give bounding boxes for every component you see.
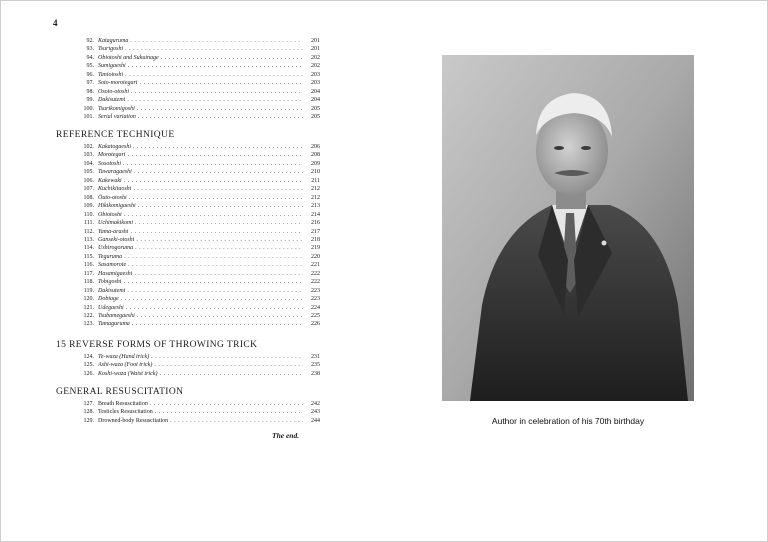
toc-entry-number: 121. (83, 304, 94, 311)
toc-entry-page: 210 (303, 168, 320, 176)
toc-entry (78, 37, 320, 45)
toc-entry-number: 116. (83, 262, 94, 269)
toc-entry-page: 243 (303, 408, 320, 416)
toc-entry (78, 113, 320, 121)
toc-entry-number: 96. (86, 71, 94, 78)
toc-entry-title: Kuchikitaoshi . . . (98, 185, 304, 193)
toc-entry-number: 117. (83, 270, 94, 277)
toc-entry-number: 104. (83, 160, 94, 167)
toc-entry-page: 231 (303, 353, 320, 361)
toc-entry-title: Sosotoshi . . . (98, 160, 304, 168)
toc-entry-title: Morotegari . . . (98, 151, 304, 159)
toc-entry (78, 219, 320, 227)
toc-entry-page: 206 (303, 143, 320, 151)
toc-entry (78, 62, 320, 70)
toc-entry-number: 125. (83, 362, 94, 369)
toc-entry-number: 127. (83, 401, 94, 407)
toc-entry-page: 204 (303, 96, 320, 104)
toc-entry-number: 100. (83, 105, 94, 112)
toc-entry-title: Hikikomigaeshi . . . (98, 202, 304, 210)
toc-entry-title: Teguruma . . . (98, 253, 304, 261)
toc-entry-page: 213 (303, 202, 320, 210)
toc-entry-number: 126. (83, 370, 94, 377)
toc-entry (78, 79, 320, 87)
toc-entry-title: Dobiage . . . (98, 295, 304, 303)
toc-entry-page: 242 (303, 400, 320, 408)
toc-entry-page: 220 (303, 253, 320, 261)
toc-entry-title: Tsurigoshi . . . (98, 45, 304, 53)
toc-entry-number: 120. (83, 296, 94, 303)
toc-entry-page: 204 (303, 88, 320, 96)
toc-entry-title: Obiotoshi and Sukuinage . . . (98, 54, 304, 62)
toc-entry (78, 143, 320, 151)
toc-entry-page: 212 (303, 194, 320, 202)
toc-entry (78, 278, 320, 286)
toc-entry-page: 219 (303, 244, 320, 252)
toc-entry (78, 361, 320, 369)
toc-entry-number: 94. (86, 54, 94, 61)
toc-entry-page: 205 (303, 105, 320, 113)
toc-entry (78, 168, 320, 176)
toc-entry-title: Dakisutemi . . . (98, 96, 304, 104)
toc-entry-number: 115. (83, 253, 94, 260)
toc-entry-page: 205 (303, 113, 320, 121)
toc-entry (78, 96, 320, 104)
toc-entry-title: Tsurikomigoshi . . . (98, 105, 304, 113)
toc-entry-title: Kataguruma . . . (98, 37, 304, 45)
toc-entry (78, 400, 320, 408)
toc-entry-page: 214 (303, 211, 320, 219)
toc-entry (78, 105, 320, 113)
toc-entry-title: Uchimakikomi . . . (98, 219, 304, 227)
toc-entry-page: 202 (303, 54, 320, 62)
toc-entry-number: 92. (86, 38, 94, 44)
toc-entry (78, 151, 320, 159)
toc-entry (78, 304, 320, 312)
toc-entry (78, 228, 320, 236)
toc-entry-page: 244 (303, 417, 320, 425)
author-portrait-photo (442, 55, 694, 401)
toc-entry-page: 225 (303, 312, 320, 320)
toc-entry-page: 208 (303, 151, 320, 159)
toc-entry-page: 222 (303, 270, 320, 278)
toc-entry-page: 209 (303, 160, 320, 168)
toc-entry-title: Serial variation . . . (98, 113, 304, 121)
toc-entry (78, 253, 320, 261)
toc-entry-number: 109. (83, 203, 94, 210)
toc-entry-page: 218 (303, 236, 320, 244)
toc-entry-title: Testicles Resuscitation . . . (98, 408, 304, 416)
toc-entry-title: Tsubamegaeshi . . . (98, 312, 304, 320)
toc-entry (78, 261, 320, 269)
toc-entry (78, 194, 320, 202)
toc-entry (78, 370, 320, 378)
toc-entry-title: Udegaeshi . . . (98, 304, 304, 312)
toc-entry-number: 101. (83, 114, 94, 121)
toc-entry-page: 223 (303, 295, 320, 303)
toc-entry-title: Ushirogoruma . . . (98, 244, 304, 252)
toc-entry-title: Tobigoshi . . . (98, 278, 304, 286)
toc-entry-page: 223 (303, 287, 320, 295)
toc-entry-title: Tawaragaeshi . . . (98, 168, 304, 176)
toc-entry-number: 93. (86, 46, 94, 53)
toc-entry-number: 114. (83, 245, 94, 252)
toc-entry-number: 129. (83, 417, 94, 424)
section-heading-reference: REFERENCE TECHNIQUE (56, 130, 175, 140)
toc-entry-number: 98. (86, 88, 94, 95)
toc-entry (78, 177, 320, 185)
toc-entry (78, 185, 320, 193)
toc-entry-title: Breath Resuscitation . . . (98, 400, 304, 408)
toc-entry (78, 211, 320, 219)
toc-entry-number: 95. (86, 63, 94, 70)
toc-entry-number: 124. (83, 354, 94, 360)
toc-entry-page: 235 (303, 361, 320, 369)
toc-entry-page: 203 (303, 71, 320, 79)
toc-entry-page: 224 (303, 304, 320, 312)
toc-entry-number: 106. (83, 177, 94, 184)
toc-entry (78, 160, 320, 168)
toc-entry-number: 111. (83, 220, 94, 227)
toc-entry-page: 211 (303, 177, 320, 185)
toc-entry (78, 71, 320, 79)
toc-entry-title: Kakatogaeshi . . . (98, 143, 304, 151)
toc-entry-page: 238 (303, 370, 320, 378)
toc-entry-title: Dakisutemi . . . (98, 287, 304, 295)
toc-entry (78, 45, 320, 53)
toc-entry-page: 212 (303, 185, 320, 193)
toc-entry (78, 312, 320, 320)
toc-entry-number: 112. (83, 228, 94, 235)
toc-entry (78, 202, 320, 210)
toc-entry (78, 88, 320, 96)
toc-entry (78, 417, 320, 425)
toc-entry-title: Sasamorote . . . (98, 261, 304, 269)
toc-entry (78, 295, 320, 303)
toc-entry (78, 408, 320, 416)
toc-entry-number: 105. (83, 169, 94, 176)
toc-entry (78, 287, 320, 295)
toc-entry-title: Tamaguruma . . . (98, 320, 304, 328)
toc-entry-page: 226 (303, 320, 320, 328)
toc-entry-title: Ganseki-otoshi . . . (98, 236, 304, 244)
toc-entry-page: 217 (303, 228, 320, 236)
toc-entry-number: 113. (83, 236, 94, 243)
toc-entry-title: Te-waza (Hand trick) . . . (98, 353, 304, 361)
toc-entry-number: 97. (86, 80, 94, 87)
photo-caption: Author in celebration of his 70th birthday (491, 416, 645, 426)
toc-entry-page: 216 (303, 219, 320, 227)
end-note: The end. (272, 431, 300, 440)
page-number: 4 (53, 18, 58, 28)
toc-entry-title: Kakewaki . . . (98, 177, 304, 185)
toc-entry-number: 119. (83, 287, 94, 294)
section-heading-reverse-forms: 15 REVERSE FORMS OF THROWING TRICK (56, 340, 258, 350)
toc-entry-number: 123. (83, 321, 94, 328)
toc-entry-title: Drowned-body Resuscitation . . . (98, 417, 304, 425)
toc-entry-number: 128. (83, 409, 94, 416)
toc-entry-title: Soto-morotegari . . . (98, 79, 304, 87)
toc-entry (78, 353, 320, 361)
toc-entry-number: 110. (83, 211, 94, 218)
portrait-illustration (442, 55, 694, 401)
toc-entry-title: Yama-arashi . . . (98, 228, 304, 236)
toc-entry-number: 102. (83, 144, 94, 150)
toc-entry (78, 270, 320, 278)
toc-entry-title: Ashi-waza (Foot trick) . . . (98, 361, 304, 369)
toc-entry (78, 320, 320, 328)
toc-entry-number: 108. (83, 194, 94, 201)
toc-entry-title: Sumigaeshi . . . (98, 62, 304, 70)
section-heading-resuscitation: GENERAL RESUSCITATION (56, 387, 184, 397)
toc-entry-title: Taniotoshi . . . (98, 71, 304, 79)
toc-entry-page: 201 (303, 37, 320, 45)
toc-entry-number: 122. (83, 313, 94, 319)
toc-entry (78, 244, 320, 252)
toc-entry-page: 203 (303, 79, 320, 87)
toc-entry-number: 118. (83, 279, 94, 286)
toc-entry-title: Ōuto-otoshi . . . (98, 194, 304, 202)
toc-entry-page: 222 (303, 278, 320, 286)
toc-entry-title: Obiotoshi . . . (98, 211, 304, 219)
toc-entry-page: 221 (303, 261, 320, 269)
toc-entry-number: 103. (83, 152, 94, 159)
toc-entry-title: Koshi-waza (Waist trick) . . . (98, 370, 304, 378)
toc-entry-number: 99. (86, 97, 94, 104)
toc-entry (78, 236, 320, 244)
toc-entry (78, 54, 320, 62)
toc-entry-number: 107. (83, 186, 94, 193)
toc-entry-page: 202 (303, 62, 320, 70)
toc-entry-page: 201 (303, 45, 320, 53)
toc-entry-title: Hasamigaeshi . . . (98, 270, 304, 278)
toc-entry-title: Osoto-otoshi . . . (98, 88, 304, 96)
